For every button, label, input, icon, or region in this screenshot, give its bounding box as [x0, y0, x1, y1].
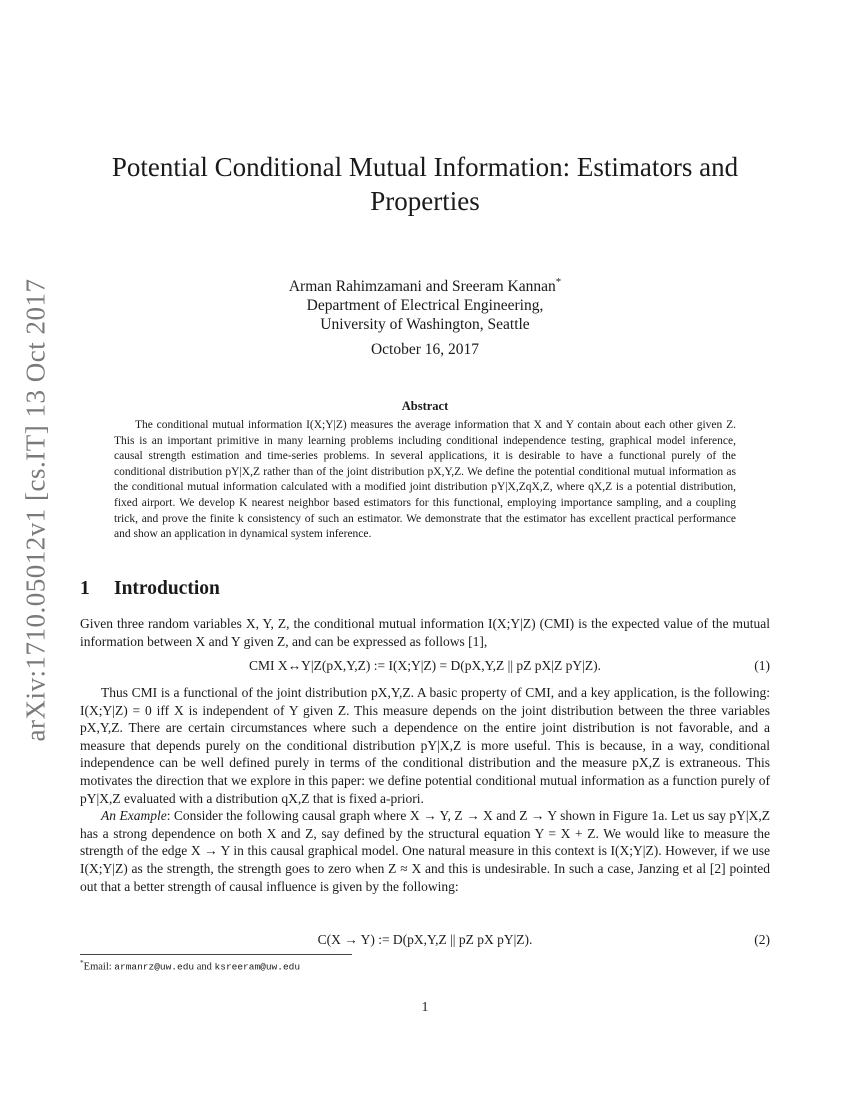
- abstract-paragraph: The conditional mutual information I(X;Y|Z) measures the average information that X and Y contain about each other given Z. This is an important primitive in many learning problems including conditional independence testing, graphical model inference, causal strength estimation and time-series problems. In several applications, it is desirable to have a functional purely of the conditional distribution pY|X,Z rather than of the joint distribution pX,Y,Z. We define the potential conditional mutual information as the conditional mutual information calculated with a modified joint distribution pY|X,ZqX,Z, where qX,Z is a potential distribution, fixed airport. We develop K nearest neighbor based estimators for this functional, employing importance sampling, and a coupling trick, and prove the finite k consistency of such an estimator. We demonstrate that the estimator has excellent practical performance and show an application in dynamical system inference.: [114, 419, 736, 541]
- intro-paragraph-2: Thus CMI is a functional of the joint distribution pX,Y,Z. A basic property of CMI, and a key application, is the following: I(X;Y|Z) = 0 iff X is independent of Y given Z. This measure depends on the joint distribution between the three variables pX,Y,Z. There are certain circumstances where such a dependence on the entire joint distribution is not favorable, and a measure that depends purely on the conditional distribution pY|X,Z is more useful. This is because, in a way, conditional independence can be well defined purely in terms of the conditional distribution and the measure pX,Z is extraneous. This motivates the direction that we explore in this paper: we define potential conditional mutual information as a function purely of pY|X,Z evaluated with a distribution qX,Z that is fixed a-priori.: [80, 685, 770, 806]
- footnote-rule: [80, 954, 352, 955]
- author-block: [200, 273, 650, 334]
- section-number: 1: [80, 578, 90, 599]
- footnote: [80, 958, 770, 973]
- arxiv-sidebar-stamp: arXiv:1710.05012v1 [cs.IT] 13 Oct 2017: [20, 278, 51, 742]
- equation-1: [80, 657, 770, 677]
- paragraph-text: Given three random variables X, Y, Z, the conditional mutual information I(X;Y|Z) (CMI) is the expected value of the mutual information between X and Y given Z, and can be expressed as follows [1],: [80, 616, 770, 649]
- email-link-2[interactable]: ksreeram@uw.edu: [214, 961, 301, 973]
- equation-1-body: CMI X↔Y|Z(pX,Y,Z) := I(X;Y|Z) = D(pX,Y,Z || pZ pX|Z pY|Z).: [249, 658, 601, 673]
- intro-paragraph-3: [80, 807, 770, 895]
- affiliation-line-1: Department of Electrical Engineering,: [306, 297, 544, 315]
- abstract-body: [114, 418, 736, 543]
- email-link-1[interactable]: armanrz@uw.edu: [114, 961, 195, 973]
- section-heading: [80, 578, 220, 600]
- section-title: Introduction: [114, 578, 220, 599]
- equation-2-body: C(X → Y) := D(pX,Y,Z || pZ pX pY|Z).: [317, 932, 533, 947]
- intro-paragraphs: [80, 684, 770, 895]
- paper-date: October 16, 2017: [370, 341, 480, 358]
- authors: Arman Rahimzamani and Sreeram Kannan: [288, 278, 556, 296]
- author-line: [200, 273, 650, 296]
- footnote-joiner: and: [194, 961, 215, 973]
- footnote-mark: *: [80, 958, 84, 967]
- equation-2: [80, 931, 770, 951]
- example-lead: An Example: [101, 808, 167, 824]
- footnote-prefix: Email:: [83, 961, 115, 973]
- affiliation-line-2: University of Washington, Seattle: [320, 316, 530, 334]
- page-number: 1: [421, 999, 429, 1014]
- equation-2-number: (2): [754, 932, 770, 947]
- intro-paragraph-1: [80, 615, 770, 650]
- abstract-heading: Abstract: [401, 399, 449, 413]
- author-footnote-mark: *: [555, 276, 562, 288]
- paper-title: Potential Conditional Mutual Information: Estimators and Properties: [111, 152, 739, 216]
- example-text: : Consider the following causal graph where X → Y, Z → X and Z → Y shown in Figure 1a. Let us say pY|X,Z has a strong dependence on both X and Z, say defined by the structural equation Y = X + Z. We would like to measure the strength of the edge X → Y in this causal graphical model. One natural measure in this context is I(X;Y|Z). However, if we use I(X;Y|Z) as the strength, the strength goes to zero when Z ≈ X and this is undesirable. In such a case, Janzing et al [2] pointed out that a better strength of causal influence is given by the following:: [80, 808, 770, 894]
- equation-1-number: (1): [754, 658, 770, 673]
